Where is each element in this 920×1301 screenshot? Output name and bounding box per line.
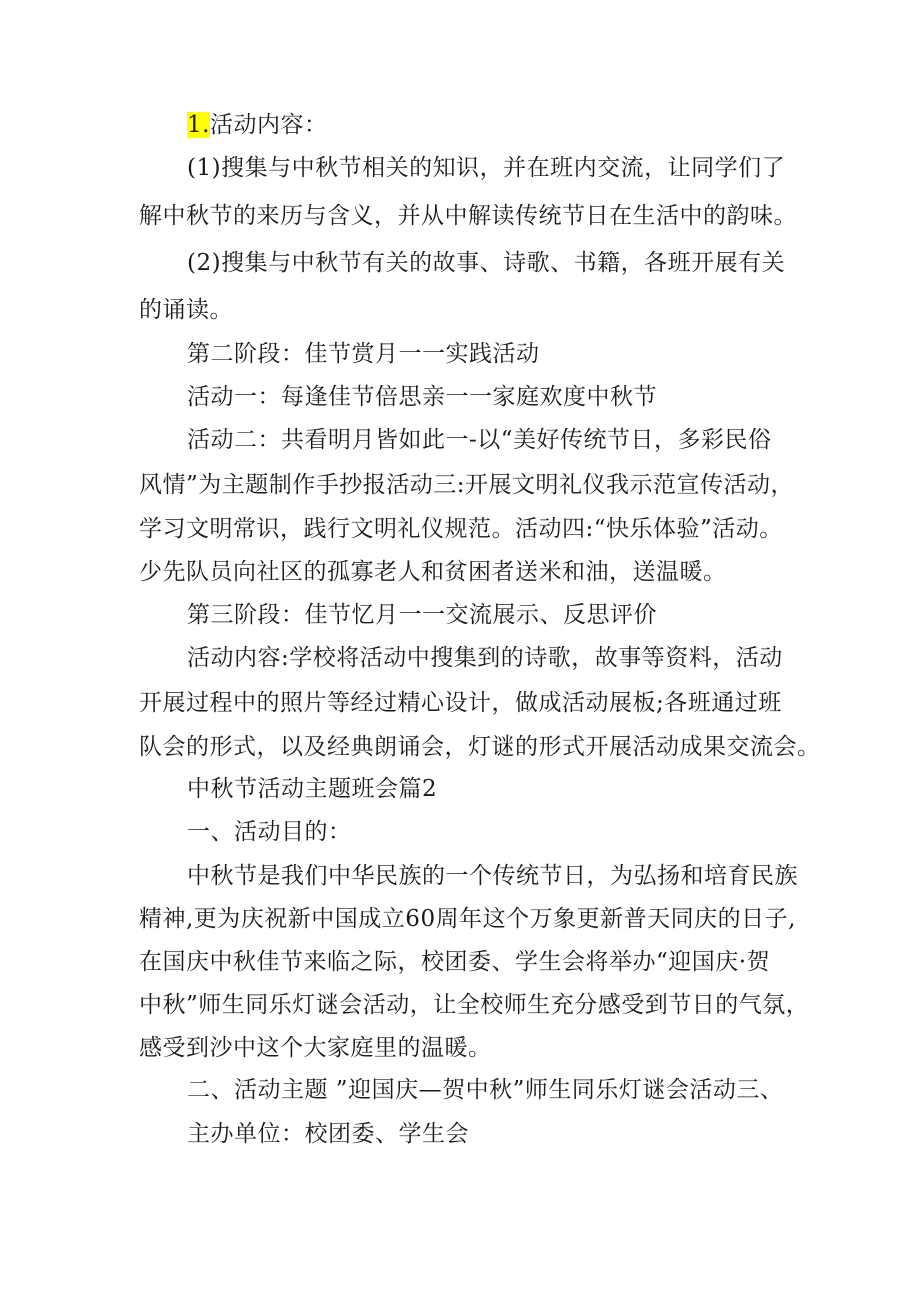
list-marker: 1. bbox=[187, 112, 210, 138]
section-heading bbox=[187, 110, 327, 140]
paragraph-line: 精神,更为庆祝新中国成立60周年这个万象更新普天同庆的日子, bbox=[139, 906, 796, 932]
section-heading: 二、活动主题 ”迎国庆—贺中秋”师生同乐灯谜会活动三、 bbox=[187, 1077, 784, 1103]
paragraph-line: 在国庆中秋佳节来临之际，校团委、学生会将举办“迎国庆·贺 bbox=[139, 949, 771, 975]
paragraph-line: 队会的形式，以及经典朗诵会，灯谜的形式开展活动成果交流会。 bbox=[139, 734, 821, 760]
paragraph-line: 开展过程中的照片等经过精心设计，做成活动展板;各班通过班 bbox=[139, 690, 782, 716]
paragraph-line: 学习文明常识，践行文明礼仪规范。活动四:“快乐体验”活动。 bbox=[139, 516, 783, 542]
paragraph-line: 主办单位：校团委、学生会 bbox=[187, 1121, 469, 1147]
section-heading: 第二阶段：佳节赏月一一实践活动 bbox=[187, 341, 540, 367]
paragraph-line: 活动一：每逢佳节倍思亲一一家庭欢度中秋节 bbox=[187, 384, 657, 410]
paragraph-line: (1)搜集与中秋节相关的知识，并在班内交流，让同学们了 bbox=[187, 155, 786, 181]
paragraph-line: 解中秋节的来历与含义，并从中解读传统节日在生活中的韵味。 bbox=[139, 203, 797, 229]
paragraph-line: 中秋”师生同乐灯谜会活动，让全校师生充分感受到节日的气氛， bbox=[139, 992, 810, 1018]
section-heading: 一、活动目的： bbox=[187, 819, 352, 845]
paragraph-line: 感受到沙中这个大家庭里的温暖。 bbox=[139, 1035, 492, 1061]
article-title: 中秋节活动主题班会篇2 bbox=[187, 776, 438, 802]
paragraph-line: 活动二：共看明月皆如此一-以“美好传统节日，多彩民俗 bbox=[187, 427, 772, 453]
paragraph-line: 活动内容:学校将活动中搜集到的诗歌，故事等资料，活动 bbox=[187, 645, 783, 671]
paragraph-line: (2)搜集与中秋节有关的故事、诗歌、书籍，各班开展有关 bbox=[187, 250, 786, 276]
paragraph-line: 中秋节是我们中华民族的一个传统节日，为弘扬和培育民族 bbox=[187, 863, 798, 889]
paragraph-line: 风情”为主题制作手抄报活动三:开展文明礼仪我示范宣传活动， bbox=[139, 472, 795, 498]
section-heading: 第三阶段：佳节忆月一一交流展示、反思评价 bbox=[187, 602, 657, 628]
heading-text: 活动内容： bbox=[209, 112, 328, 138]
paragraph-line: 少先队员向社区的孤寡老人和贫困者送米和油，送温暖。 bbox=[139, 559, 727, 585]
paragraph-line: 的诵读。 bbox=[139, 297, 233, 323]
